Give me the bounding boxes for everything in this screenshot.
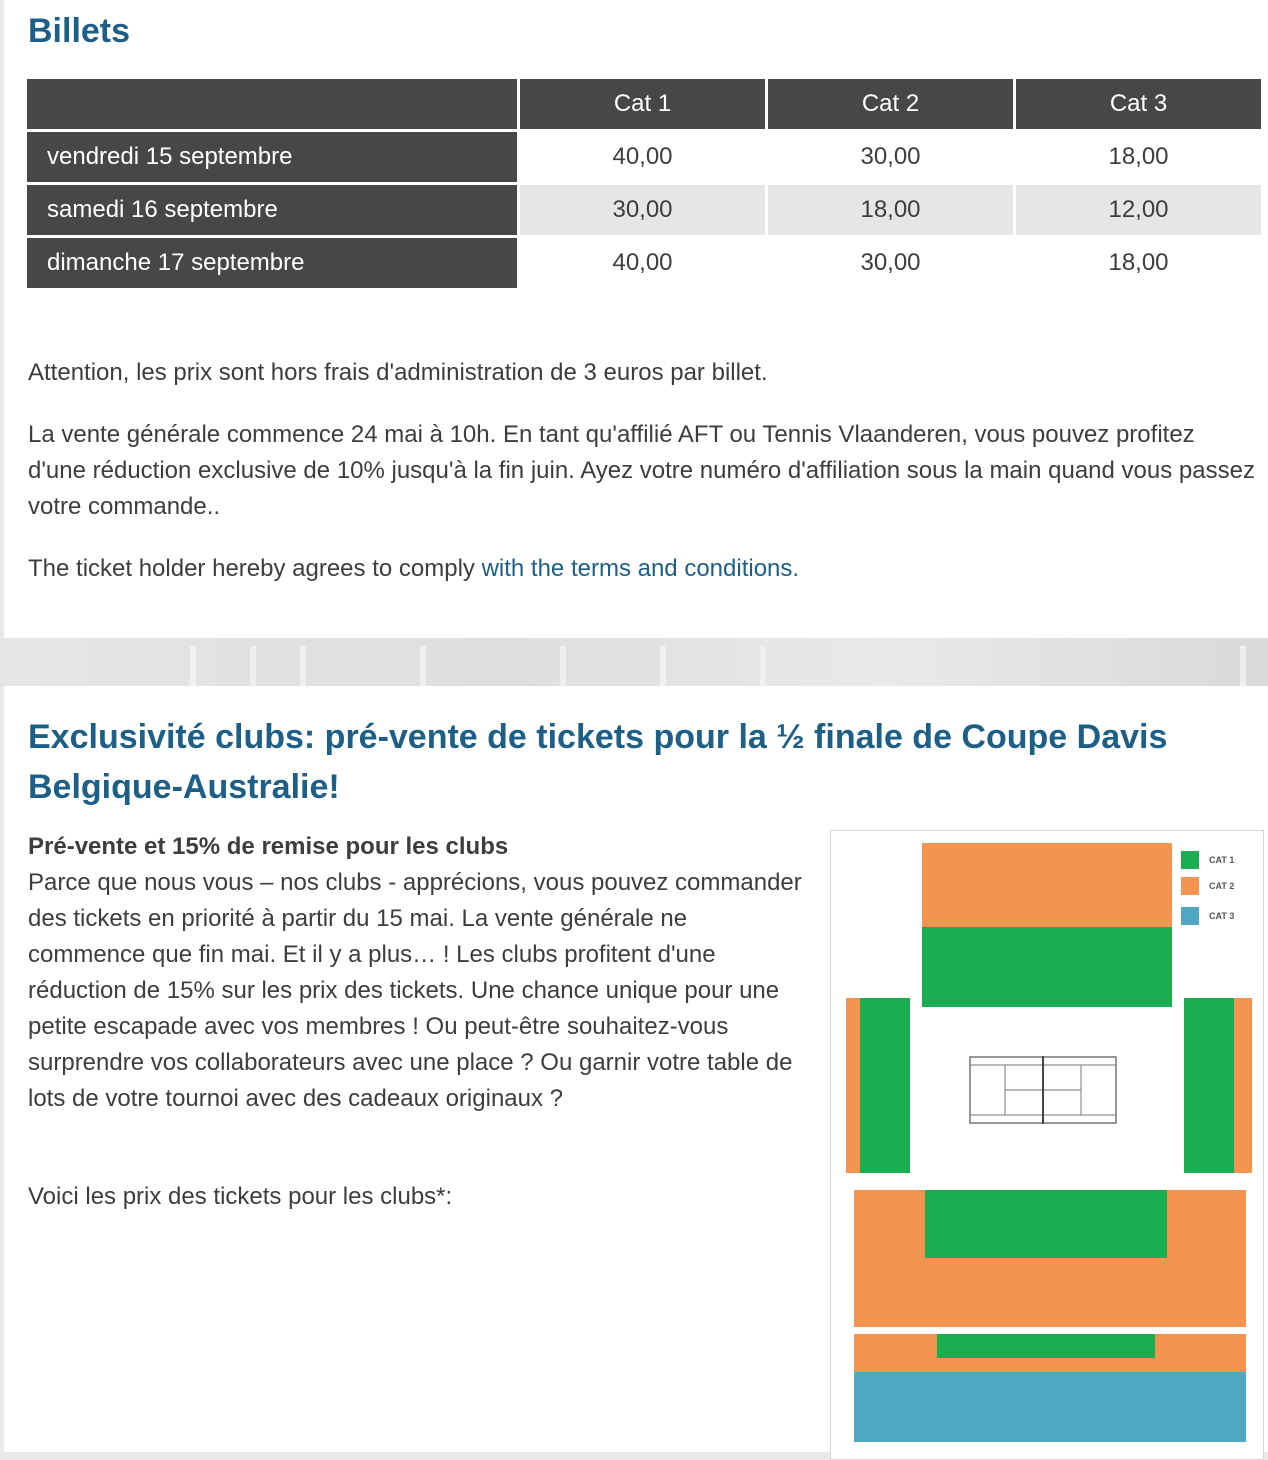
price-table [24, 76, 1264, 291]
stand-north-cat2 [922, 843, 1172, 927]
row-day: samedi 16 septembre [27, 185, 517, 235]
stand-east-cat2 [1234, 998, 1252, 1173]
terms-prefix: The ticket holder hereby agrees to comply [28, 555, 482, 582]
price-cell: 40,00 [520, 132, 765, 182]
club-presale-text [28, 829, 808, 1117]
terms-line [28, 551, 1258, 587]
table-row [27, 132, 1261, 182]
billets-title: Billets [28, 12, 131, 50]
column-header: Cat 1 [520, 79, 765, 129]
stand-east-cat1 [1184, 998, 1234, 1173]
stand-north-cat1 [922, 927, 1172, 1007]
sale-info: La vente générale commence 24 mai à 10h. En tant qu'affilié AFT ou Tennis Vlaanderen, vous pouvez profitez d'une réduction exclusive de 10% jusqu'à la fin juin. Ayez votre numéro d'affiliation sous la main quand vous passez votre commande.. [28, 421, 1255, 520]
club-presale-title: Exclusivité clubs: pré-vente de tickets pour la ½ finale de Coupe Davis Belgique-Australie! [28, 718, 1168, 806]
legend-swatch-cat3 [1181, 907, 1199, 925]
tennis-court-icon [969, 1056, 1117, 1124]
club-presale-body: Parce que nous vous – nos clubs - apprécions, vous pouvez commander des tickets en priorité à partir du 15 mai. La vente générale ne commence que fin mai. Et il y a plus… ! Les clubs profitent d'une réduction de 15% sur les prix des tickets. Une chance unique pour une petite escapade avec vos membres ! Ou peut-être souhaitez-vous surprendre vos collaborateurs avec une place ? Ou garnir votre table de lots de votre tournoi avec des cadeaux originaux ? [28, 869, 802, 1112]
club-prices-intro: Voici les prix des tickets pour les clubs*: [28, 1183, 453, 1210]
price-cell: 18,00 [1016, 132, 1261, 182]
stand-west-cat1 [860, 998, 910, 1173]
stand-south-cat3 [854, 1372, 1246, 1442]
price-cell: 18,00 [1016, 238, 1261, 288]
legend-cat3 [1181, 907, 1234, 925]
table-row [27, 185, 1261, 235]
legend-swatch-cat1 [1181, 851, 1199, 869]
price-cell: 30,00 [768, 238, 1013, 288]
stand-south-cat1 [925, 1190, 1167, 1258]
legend-label: CAT 3 [1209, 911, 1235, 921]
legend-label: CAT 1 [1209, 855, 1235, 865]
seat-map [830, 830, 1264, 1460]
price-cell: 30,00 [768, 132, 1013, 182]
price-cell: 30,00 [520, 185, 765, 235]
row-day: vendredi 15 septembre [27, 132, 517, 182]
table-row [27, 238, 1261, 288]
row-day: dimanche 17 septembre [27, 238, 517, 288]
club-presale-subtitle: Pré-vente et 15% de remise pour les clubs [28, 833, 509, 860]
legend-label: CAT 2 [1209, 881, 1235, 891]
decorative-band [0, 638, 1268, 686]
stand-south-upper-cat1 [937, 1334, 1155, 1358]
column-header: Cat 3 [1016, 79, 1261, 129]
price-table-header [27, 79, 1261, 129]
column-header: Cat 2 [768, 79, 1013, 129]
stand-west-cat2 [846, 998, 860, 1173]
price-cell: 12,00 [1016, 185, 1261, 235]
legend-cat1 [1181, 851, 1234, 869]
price-cell: 18,00 [768, 185, 1013, 235]
price-cell: 40,00 [520, 238, 765, 288]
legend-cat2 [1181, 877, 1234, 895]
table-corner [27, 79, 517, 129]
admin-fee-notice: Attention, les prix sont hors frais d'administration de 3 euros par billet. [28, 359, 768, 386]
terms-link[interactable]: with the terms and conditions. [481, 555, 800, 582]
legend-swatch-cat2 [1181, 877, 1199, 895]
